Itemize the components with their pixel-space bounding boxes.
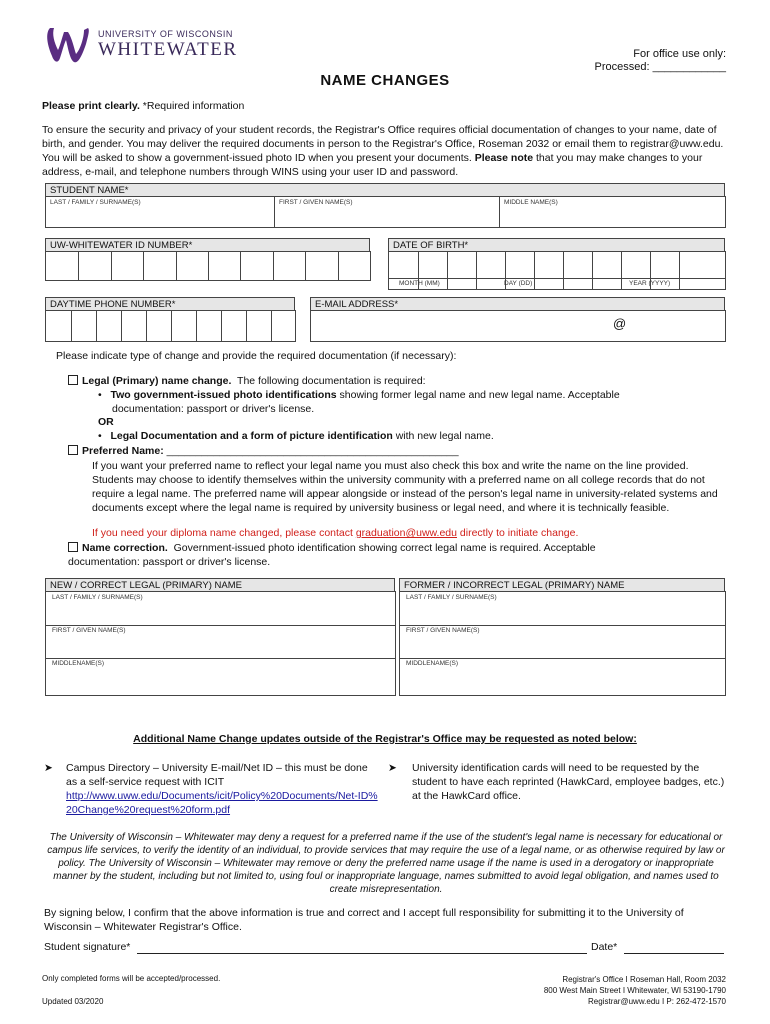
footer-contact — [544, 974, 726, 1007]
email-input[interactable] — [310, 310, 726, 342]
signature-line[interactable] — [137, 953, 587, 954]
additional-heading: Additional Name Change updates outside of the Registrar's Office may be requested as noted below: — [133, 733, 637, 745]
diploma-note-pre: If you need your diploma name changed, please contact — [92, 527, 353, 539]
logo-campus-text: WHITEWATER — [98, 39, 238, 60]
legal-change-desc: The following documentation is required: — [237, 375, 426, 387]
dob-fields — [388, 251, 726, 290]
id-card-item: University identification cards will need to be requested by the student to have each reprinted (HawkCard, employee badges, etc.) at the HawkCard office. — [412, 762, 725, 802]
required-info-label: *Required information — [142, 100, 245, 112]
new-last-label: LAST / FAMILY / SURNAME(S) — [52, 594, 143, 601]
former-name-fields — [399, 591, 726, 696]
logo-university-text: UNIVERSITY OF WISCONSIN — [98, 29, 233, 39]
print-clearly-label: Please print clearly. — [42, 100, 140, 112]
former-last-label: LAST / FAMILY / SURNAME(S) — [406, 594, 497, 601]
completed-forms-note: Only completed forms will be accepted/processed. — [42, 974, 221, 983]
legal-change-title: Legal (Primary) name change. — [82, 375, 232, 387]
netid-form-link[interactable]: http://www.uww.edu/Documents/icit/Policy%20Documents/Net-ID%20Change%20request%20form.pdf — [66, 790, 378, 816]
former-last-input[interactable] — [400, 602, 725, 624]
phone-header: DAYTIME PHONE NUMBER* — [45, 297, 295, 311]
preferred-name-line[interactable]: __________________________________________________ — [166, 445, 459, 457]
middle-name-input[interactable] — [500, 207, 725, 227]
date-label: Date* — [591, 941, 618, 953]
email-header: E-MAIL ADDRESS* — [310, 297, 725, 311]
or-label — [98, 415, 114, 429]
diploma-note — [92, 526, 722, 540]
university-logo — [42, 22, 237, 70]
last-name-input[interactable] — [46, 207, 274, 227]
please-note-label: Please note — [474, 152, 534, 164]
legal-bullet-2-text: with new legal name. — [395, 430, 494, 442]
uww-w-logo-icon — [42, 22, 94, 70]
directory-text: Campus Directory – University E-mail/Net ID – this must be done as a self-service request with ICIT — [66, 762, 368, 788]
legal-bullet-2: • Legal Documentation and a form of picture identification with new legal name. — [98, 430, 494, 442]
id-number-input[interactable] — [45, 251, 371, 281]
graduation-email-link[interactable]: graduation@uww.edu — [355, 527, 457, 539]
directory-item — [66, 761, 381, 817]
signing-statement: By signing below, I confirm that the above information is true and correct and I accept full responsibility for submitting it to the University of Wisconsin – Whitewater Registrar's Office. — [44, 907, 684, 933]
arrow-right-icon: ➤ — [388, 762, 397, 774]
preferred-name-checkbox[interactable] — [68, 445, 78, 455]
office-use-label: For office use only: — [633, 48, 726, 60]
name-correction-checkbox[interactable] — [68, 542, 78, 552]
year-label: YEAR (YYYY) — [629, 280, 671, 287]
student-name-fields — [45, 196, 726, 228]
office-use-block — [595, 48, 727, 74]
preferred-name-desc: If you want your preferred name to reflect your legal name you must also check this box and write the name on the line provided. Students may choose to identify themselves within the university community with a preferred name on all college records that do not require a legal name. The preferred name will appear alongside or instead of the person's legal name in university-related systems and documents except where the legal name is required by university business or legal need, and where it is technically feasible. — [92, 460, 718, 514]
print-clearly-line — [42, 99, 732, 113]
phone-input[interactable] — [45, 310, 296, 342]
dob-header: DATE OF BIRTH* — [388, 238, 725, 252]
preferred-name-option — [68, 444, 698, 458]
legal-bullet-1: • Two government-issued photo identifications showing former legal name and new legal name. Acceptable documentation: passport or driver's license. — [98, 389, 620, 415]
former-first-label: FIRST / GIVEN NAME(S) — [406, 627, 480, 634]
day-input[interactable] — [534, 252, 592, 278]
first-name-input[interactable] — [275, 207, 499, 227]
month-input[interactable] — [389, 252, 447, 278]
diploma-note-post: directly to initiate change. — [459, 527, 579, 539]
intro-body-2: that you may make changes to your address, e-mail, and telephone numbers through WINS using your user ID and password. — [42, 152, 703, 178]
new-last-input[interactable] — [46, 602, 395, 624]
name-correction-desc: Government-issued photo identification showing correct legal name is required. Acceptable documentation: passport or driver's license. — [68, 542, 596, 568]
new-first-label: FIRST / GIVEN NAME(S) — [52, 627, 126, 634]
change-type-prompt: Please indicate type of change and provide the required documentation (if necessary): — [56, 350, 457, 362]
signature-label: Student signature* — [44, 941, 131, 953]
name-correction-title: Name correction. — [82, 542, 168, 554]
former-first-input[interactable] — [400, 635, 725, 657]
new-name-fields — [45, 591, 396, 696]
preferred-name-title: Preferred Name: — [82, 445, 164, 457]
former-middle-label: MIDDLENAME(S) — [406, 660, 459, 667]
new-first-input[interactable] — [46, 635, 395, 657]
name-correction-option — [68, 541, 668, 569]
first-name-label: FIRST / GIVEN NAME(S) — [279, 199, 353, 206]
legal-bullet-2-bold: Legal Documentation and a form of picture identification — [110, 430, 393, 442]
new-middle-input[interactable] — [46, 668, 395, 694]
legal-bullet-1-text: showing former legal name and new legal name. Acceptable documentation: passport or driver's license. — [112, 389, 620, 415]
day-label: DAY (DD) — [504, 280, 533, 287]
legal-bullet-1-bold: Two government-issued photo identifications — [110, 389, 337, 401]
page-title: NAME CHANGES — [320, 72, 450, 89]
intro-body: To ensure the security and privacy of your student records, the Registrar's Office requires official documentation of changes to your name, date of birth, and gender. You may deliver the required documents in person to the Registrar's Office, Roseman 2032 or email them to registrar@uww.edu. You will be asked to show a government-issued photo ID when you present your documents. — [42, 124, 724, 164]
former-middle-input[interactable] — [400, 668, 725, 694]
legal-change-option — [68, 374, 698, 388]
last-name-label: LAST / FAMILY / SURNAME(S) — [50, 199, 141, 206]
date-line[interactable] — [624, 953, 724, 954]
legal-change-checkbox[interactable] — [68, 375, 78, 385]
student-name-header: STUDENT NAME* — [45, 183, 725, 197]
footer-office: Registrar's Office I Roseman Hall, Room 2032 — [562, 975, 726, 984]
at-sign: @ — [613, 316, 627, 331]
preferred-name-disclaimer: The University of Wisconsin – Whitewater may deny a request for a preferred name if the use of the student's legal name is necessary for educational or campus life services, to verify the identity of an individual, to provide services that may require the use of a legal name, or as otherwise required by law or policy. The University of Wisconsin – Whitewater may remove or deny the preferred name usage if the name is used in a derogatory or inappropriate manner by the student, including but not limited to, using foul or inappropriate language, names submitted to avoid legal obligation, and names used to create misrepresentation. — [47, 832, 725, 895]
updated-date: Updated 03/2020 — [42, 997, 104, 1006]
intro-paragraph — [42, 123, 730, 179]
processed-label: Processed: ____________ — [594, 61, 726, 73]
footer-email-phone: Registrar@uww.edu I P: 262-472-1570 — [588, 997, 726, 1006]
former-name-header: FORMER / INCORRECT LEGAL (PRIMARY) NAME — [399, 578, 725, 592]
arrow-left-icon: ➤ — [44, 762, 53, 774]
id-number-header: UW-WHITEWATER ID NUMBER* — [45, 238, 370, 252]
new-middle-label: MIDDLENAME(S) — [52, 660, 105, 667]
footer-address: 800 West Main Street I Whitewater, WI 53190-1790 — [543, 986, 726, 995]
middle-name-label: MIDDLE NAME(S) — [504, 199, 558, 206]
month-label: MONTH (MM) — [399, 280, 440, 287]
or-text: OR — [98, 416, 114, 428]
new-name-header: NEW / CORRECT LEGAL (PRIMARY) NAME — [45, 578, 395, 592]
year-input[interactable] — [592, 252, 725, 278]
